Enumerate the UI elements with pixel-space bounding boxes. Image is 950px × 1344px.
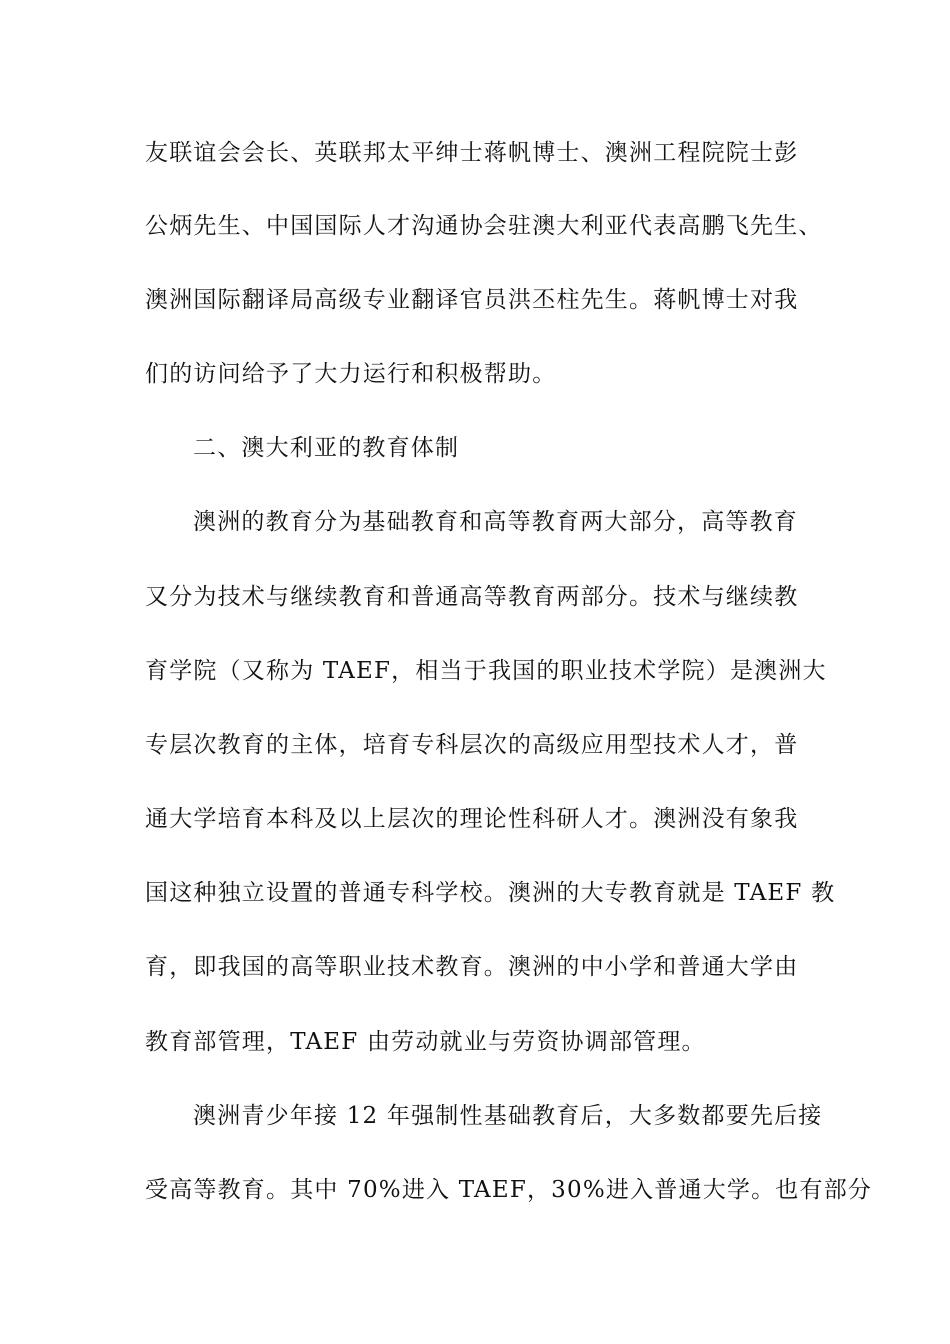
body-text-line: 澳洲的教育分为基础教育和高等教育两大部分，高等教育 (193, 509, 798, 535)
body-text-line: 公炳先生、中国国际人才沟通协会驻澳大利亚代表高鹏飞先生、 (145, 213, 823, 239)
section-heading: 二、澳大利亚的教育体制 (193, 435, 460, 461)
body-text-line: 友联谊会会长、英联邦太平绅士蒋帆博士、澳洲工程院院士彭 (145, 140, 799, 166)
body-text-line: 育学院（又称为 TAEF，相当于我国的职业技术学院）是澳洲大 (145, 658, 827, 684)
body-text-line: 教育部管理，TAEF 由劳动就业与劳资协调部管理。 (145, 1029, 706, 1055)
body-text-line: 专层次教育的主体，培育专科层次的高级应用型技术人才，普 (145, 732, 799, 758)
body-text-line: 又分为技术与继续教育和普通高等教育两部分。技术与继续教 (145, 584, 799, 610)
body-text-line: 通大学培育本科及以上层次的理论性科研人才。澳洲没有象我 (145, 806, 799, 832)
body-text-line: 们的访问给予了大力运行和积极帮助。 (145, 361, 557, 387)
body-text-line: 澳洲国际翻译局高级专业翻译官员洪丕柱先生。蒋帆博士对我 (145, 287, 799, 313)
body-text-line: 育，即我国的高等职业技术教育。澳洲的中小学和普通大学由 (145, 954, 799, 980)
body-text-line: 国这种独立设置的普通专科学校。澳洲的大专教育就是 TAEF 教 (145, 880, 836, 906)
body-text-line: 受高等教育。其中 70%进入 TAEF，30%进入普通大学。也有部分 (145, 1177, 873, 1203)
body-text-line: 澳洲青少年接 12 年强制性基础教育后，大多数都要先后接 (193, 1103, 823, 1129)
